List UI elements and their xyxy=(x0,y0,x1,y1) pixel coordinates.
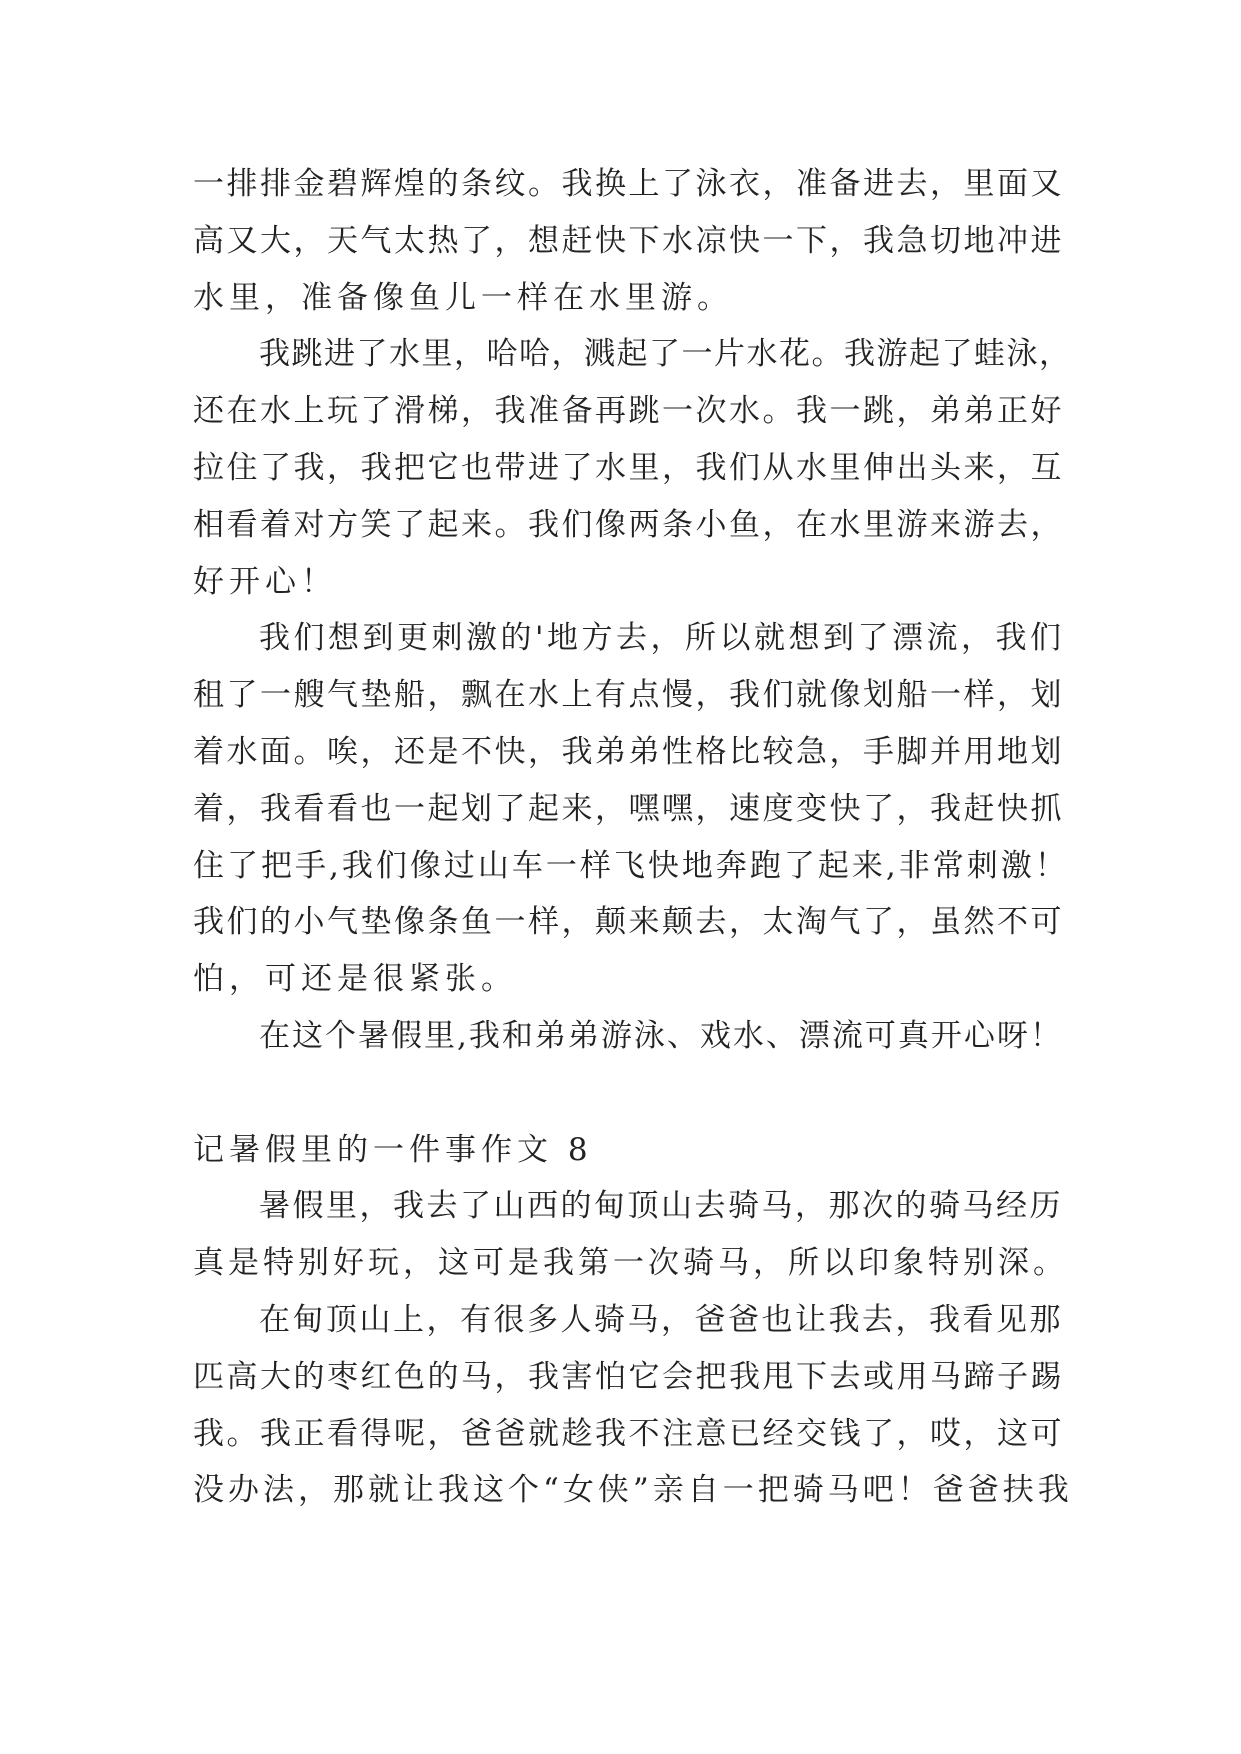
section-heading: 记暑假里的一件事作文 8 xyxy=(193,1131,593,1168)
text-line: 怕，可还是很紧张。 xyxy=(193,961,517,998)
text-line: 真是特别好玩，这可是我第一次骑马，所以印象特别深。 xyxy=(193,1245,1068,1282)
paragraph-start-line: 暑假里，我去了山西的甸顶山去骑马，那次的骑马经历 xyxy=(259,1188,1063,1225)
text-line: 着，我看看也一起划了起来，嘿嘿，速度变快了，我赶快抓 xyxy=(193,790,1064,827)
text-line: 高又大，天气太热了，想赶快下水凉快一下，我急切地冲进 xyxy=(193,222,1064,259)
text-line: 拉住了我，我把它也带进了水里，我们从水里伸出头来，互 xyxy=(193,449,1064,486)
paragraph-start-line: 我跳进了水里，哈哈，溅起了一片水花。我游起了蛙泳， xyxy=(259,336,1072,373)
text-line: 着水面。唉，还是不快，我弟弟性格比较急，手脚并用地划 xyxy=(193,733,1064,770)
text-line: 相看着对方笑了起来。我们像两条小鱼，在水里游来游去， xyxy=(193,506,1064,543)
text-line: 没办法，那就让我这个“女侠”亲自一把骑马吧！爸爸扶我 xyxy=(193,1472,1073,1509)
document-body xyxy=(193,156,1073,1519)
text-line: 我们的小气垫像条鱼一样，颠来颠去，太淘气了，虽然不可 xyxy=(193,904,1064,941)
text-line: 匹高大的枣红色的马，我害怕它会把我甩下去或用马蹄子踢 xyxy=(193,1358,1064,1395)
paragraph-start-line: 在甸顶山上，有很多人骑马，爸爸也让我去，我看见那 xyxy=(259,1301,1063,1338)
paragraph-start-line: 我们想到更刺激的'地方去，所以就想到了漂流，我们 xyxy=(259,620,1065,657)
text-line: 好开心！ xyxy=(193,563,337,600)
text-line: 租了一艘气垫船，飘在水上有点慢，我们就像划船一样，划 xyxy=(193,677,1064,714)
section-spacer xyxy=(193,1065,1063,1122)
text-line: 还在水上玩了滑梯，我准备再跳一次水。我一跳，弟弟正好 xyxy=(193,393,1064,430)
paragraph-start-line: 在这个暑假里,我和弟弟游泳、戏水、漂流可真开心呀！ xyxy=(259,1017,1063,1054)
text-line: 我。我正看得呢，爸爸就趁我不注意已经交钱了，哎，这可 xyxy=(193,1415,1064,1452)
text-line: 水里，准备像鱼儿一样在水里游。 xyxy=(193,279,733,316)
text-line: 住了把手,我们像过山车一样飞快地奔跑了起来,非常刺激！ xyxy=(193,847,1069,884)
text-line: 一排排金碧辉煌的条纹。我换上了泳衣，准备进去，里面又 xyxy=(193,166,1064,202)
